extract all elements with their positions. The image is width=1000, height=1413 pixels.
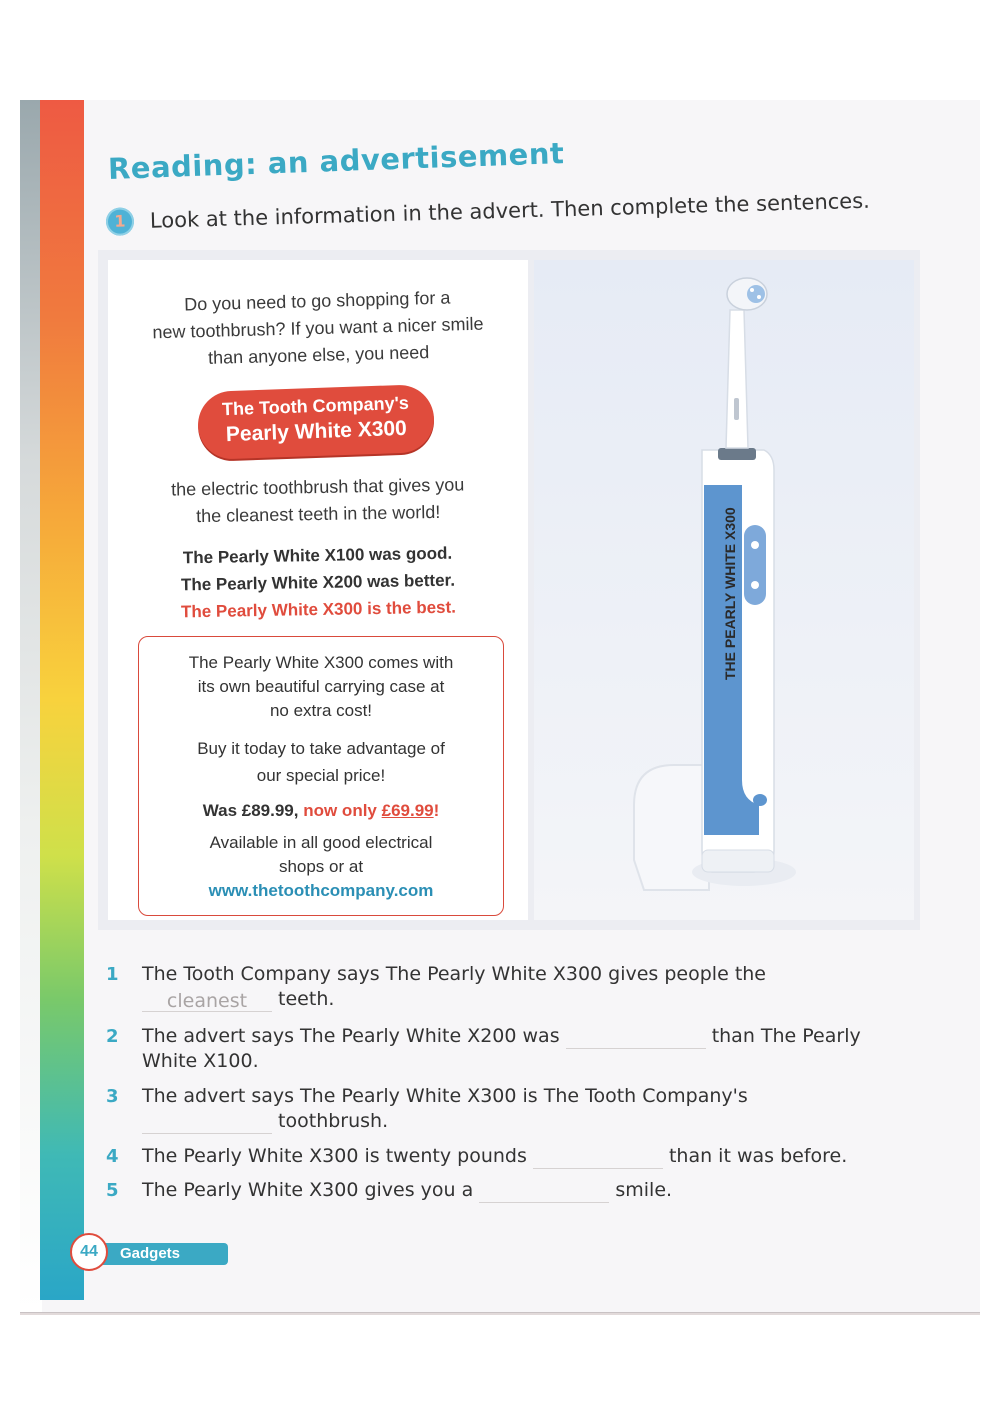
bristle-dot (757, 295, 761, 299)
bristles-icon (747, 285, 765, 303)
question-head: The Pearly White X300 is twenty pounds (142, 1145, 527, 1167)
question-text (142, 1084, 748, 1134)
question-line (142, 1178, 672, 1203)
tagline-line: the cleanest teeth in the world! (195, 501, 441, 527)
mode-button-icon (751, 581, 759, 589)
brand-product: Pearly White X300 (225, 416, 408, 447)
question-tail: teeth. (278, 988, 335, 1010)
answer-blank[interactable] (533, 1146, 663, 1169)
now-only-label: now only (303, 801, 377, 820)
question-number: 3 (106, 1086, 119, 1107)
question-tail: than it was before. (668, 1145, 848, 1167)
handle-base (702, 850, 774, 872)
intro-line: new toothbrush? If you want a nicer smile (152, 313, 484, 343)
answer-blank[interactable] (566, 1026, 706, 1049)
offer-line: shops or at (278, 857, 364, 876)
button-strip (744, 525, 766, 605)
section-tag: Gadgets (96, 1243, 228, 1265)
question-head: The Pearly White X300 gives you a (142, 1179, 474, 1201)
instruction-text: Look at the information in the advert. Then complete the sentences. (149, 188, 871, 233)
question-line (142, 1024, 861, 1049)
question-line: White X100. (142, 1050, 259, 1072)
question-head: The advert says The Pearly White X200 was (142, 1025, 560, 1047)
question-number: 5 (106, 1180, 119, 1201)
question-number: 1 (106, 964, 119, 985)
offer-line: no extra cost! (269, 701, 373, 720)
indicator-light-icon (753, 794, 767, 806)
page-number: 44 (70, 1233, 108, 1271)
handle-label: THE PEARLY WHITE X300 (722, 507, 738, 680)
price-exclamation: ! (433, 801, 440, 820)
textbook-page (20, 100, 980, 1312)
question-line: The Tooth Company says The Pearly White X300 gives people the (142, 963, 766, 985)
question-number: 2 (106, 1026, 119, 1047)
brush-shaft (726, 310, 748, 448)
answer-blank[interactable] (479, 1180, 609, 1203)
offer-special-price (153, 735, 489, 789)
intro-line: Do you need to go shopping for a (183, 287, 451, 315)
comparison-x200: The Pearly White X200 was better. (180, 570, 456, 595)
question-tail: than The Pearly (711, 1025, 861, 1047)
comparison-x300: The Pearly White X300 is the best. (180, 597, 457, 622)
shaft-mark (734, 398, 739, 420)
offer-box (138, 636, 504, 916)
new-price: £69.99 (381, 801, 434, 820)
rainbow-margin-bar (40, 100, 84, 1300)
offer-line: Buy it today to take advantage of (197, 739, 445, 758)
website-link[interactable]: www.thetoothcompany.com (208, 881, 434, 900)
availability (153, 831, 489, 903)
old-price: Was £89.99, (202, 801, 299, 820)
price-line (153, 799, 489, 823)
brand-badge (197, 384, 435, 460)
intro-line: than anyone else, you need (207, 342, 430, 368)
question-text (142, 1178, 672, 1203)
toothbrush-photo (534, 260, 914, 920)
advertisement (98, 250, 920, 930)
question-tail: toothbrush. (278, 1110, 389, 1132)
question-line (142, 1109, 748, 1134)
exercise-instruction (106, 186, 906, 236)
toothbrush-illustration (534, 260, 914, 920)
offer-line: Available in all good electrical (209, 833, 433, 852)
comparison-x100: The Pearly White X100 was good. (182, 543, 453, 568)
question-tail: smile. (615, 1179, 673, 1201)
exercise-number-badge: 1 (106, 207, 135, 236)
offer-line: our special price! (256, 766, 386, 785)
page-title: Reading: an advertisement (107, 136, 565, 186)
answer-blank[interactable]: cleanest (142, 989, 272, 1012)
advert-intro (137, 283, 499, 373)
question-line: The advert says The Pearly White X300 is The Tooth Company's (142, 1085, 748, 1107)
offer-line: The Pearly White X300 comes with (188, 653, 454, 672)
question-line (142, 987, 766, 1012)
power-button-icon (751, 541, 759, 549)
question-text (142, 1144, 847, 1169)
model-comparisons (147, 539, 488, 626)
question-text (142, 1024, 861, 1074)
tagline-line: the electric toothbrush that gives you (171, 474, 465, 500)
offer-line: its own beautiful carrying case at (197, 677, 445, 696)
advert-text-panel (108, 260, 528, 920)
advert-tagline (148, 471, 489, 531)
handle-collar (718, 448, 756, 460)
page-edge (20, 100, 42, 1312)
question-text (142, 962, 766, 1012)
question-number: 4 (106, 1146, 119, 1167)
bristle-dot (750, 288, 754, 292)
brand-company: The Tooth Company's (221, 392, 410, 420)
offer-carrying-case (153, 651, 489, 723)
answer-blank[interactable] (142, 1111, 272, 1134)
question-line (142, 1144, 847, 1169)
